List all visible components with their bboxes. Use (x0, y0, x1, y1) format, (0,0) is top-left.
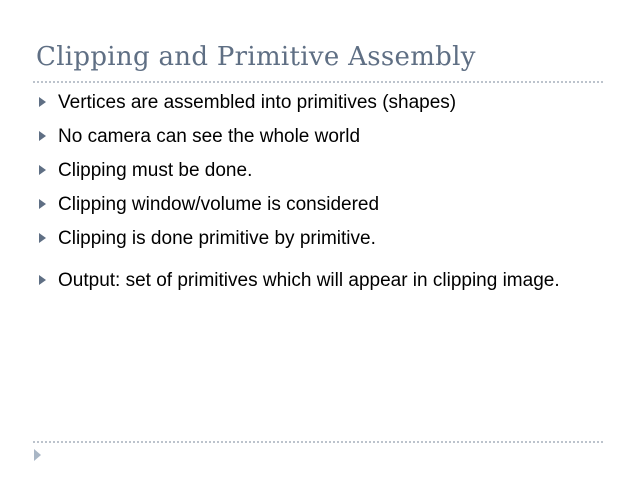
bullet-text: Output: set of primitives which will appear in clipping image. (58, 270, 560, 291)
bullet-item (36, 226, 606, 251)
bullet-item (36, 192, 606, 217)
bullet-text: Vertices are assembled into primitives (shapes) (58, 92, 457, 113)
bullet-text: Clipping window/volume is considered (58, 194, 380, 215)
title-divider (33, 81, 603, 83)
bullet-item (36, 158, 606, 183)
triangle-right-icon (34, 449, 41, 461)
bullet-item (36, 268, 606, 293)
triangle-right-icon (39, 131, 46, 141)
slide-title: Clipping and Primitive Assembly (36, 42, 476, 72)
triangle-right-icon (39, 275, 46, 285)
bullet-list (36, 90, 606, 302)
triangle-right-icon (39, 165, 46, 175)
bullet-text: Clipping must be done. (58, 160, 253, 181)
bullet-text: Clipping is done primitive by primitive. (58, 228, 376, 249)
triangle-right-icon (39, 199, 46, 209)
triangle-right-icon (39, 233, 46, 243)
bullet-text: No camera can see the whole world (58, 126, 361, 147)
bullet-item (36, 124, 606, 149)
bullet-item (36, 90, 606, 115)
footer-divider (33, 441, 603, 443)
triangle-right-icon (39, 97, 46, 107)
